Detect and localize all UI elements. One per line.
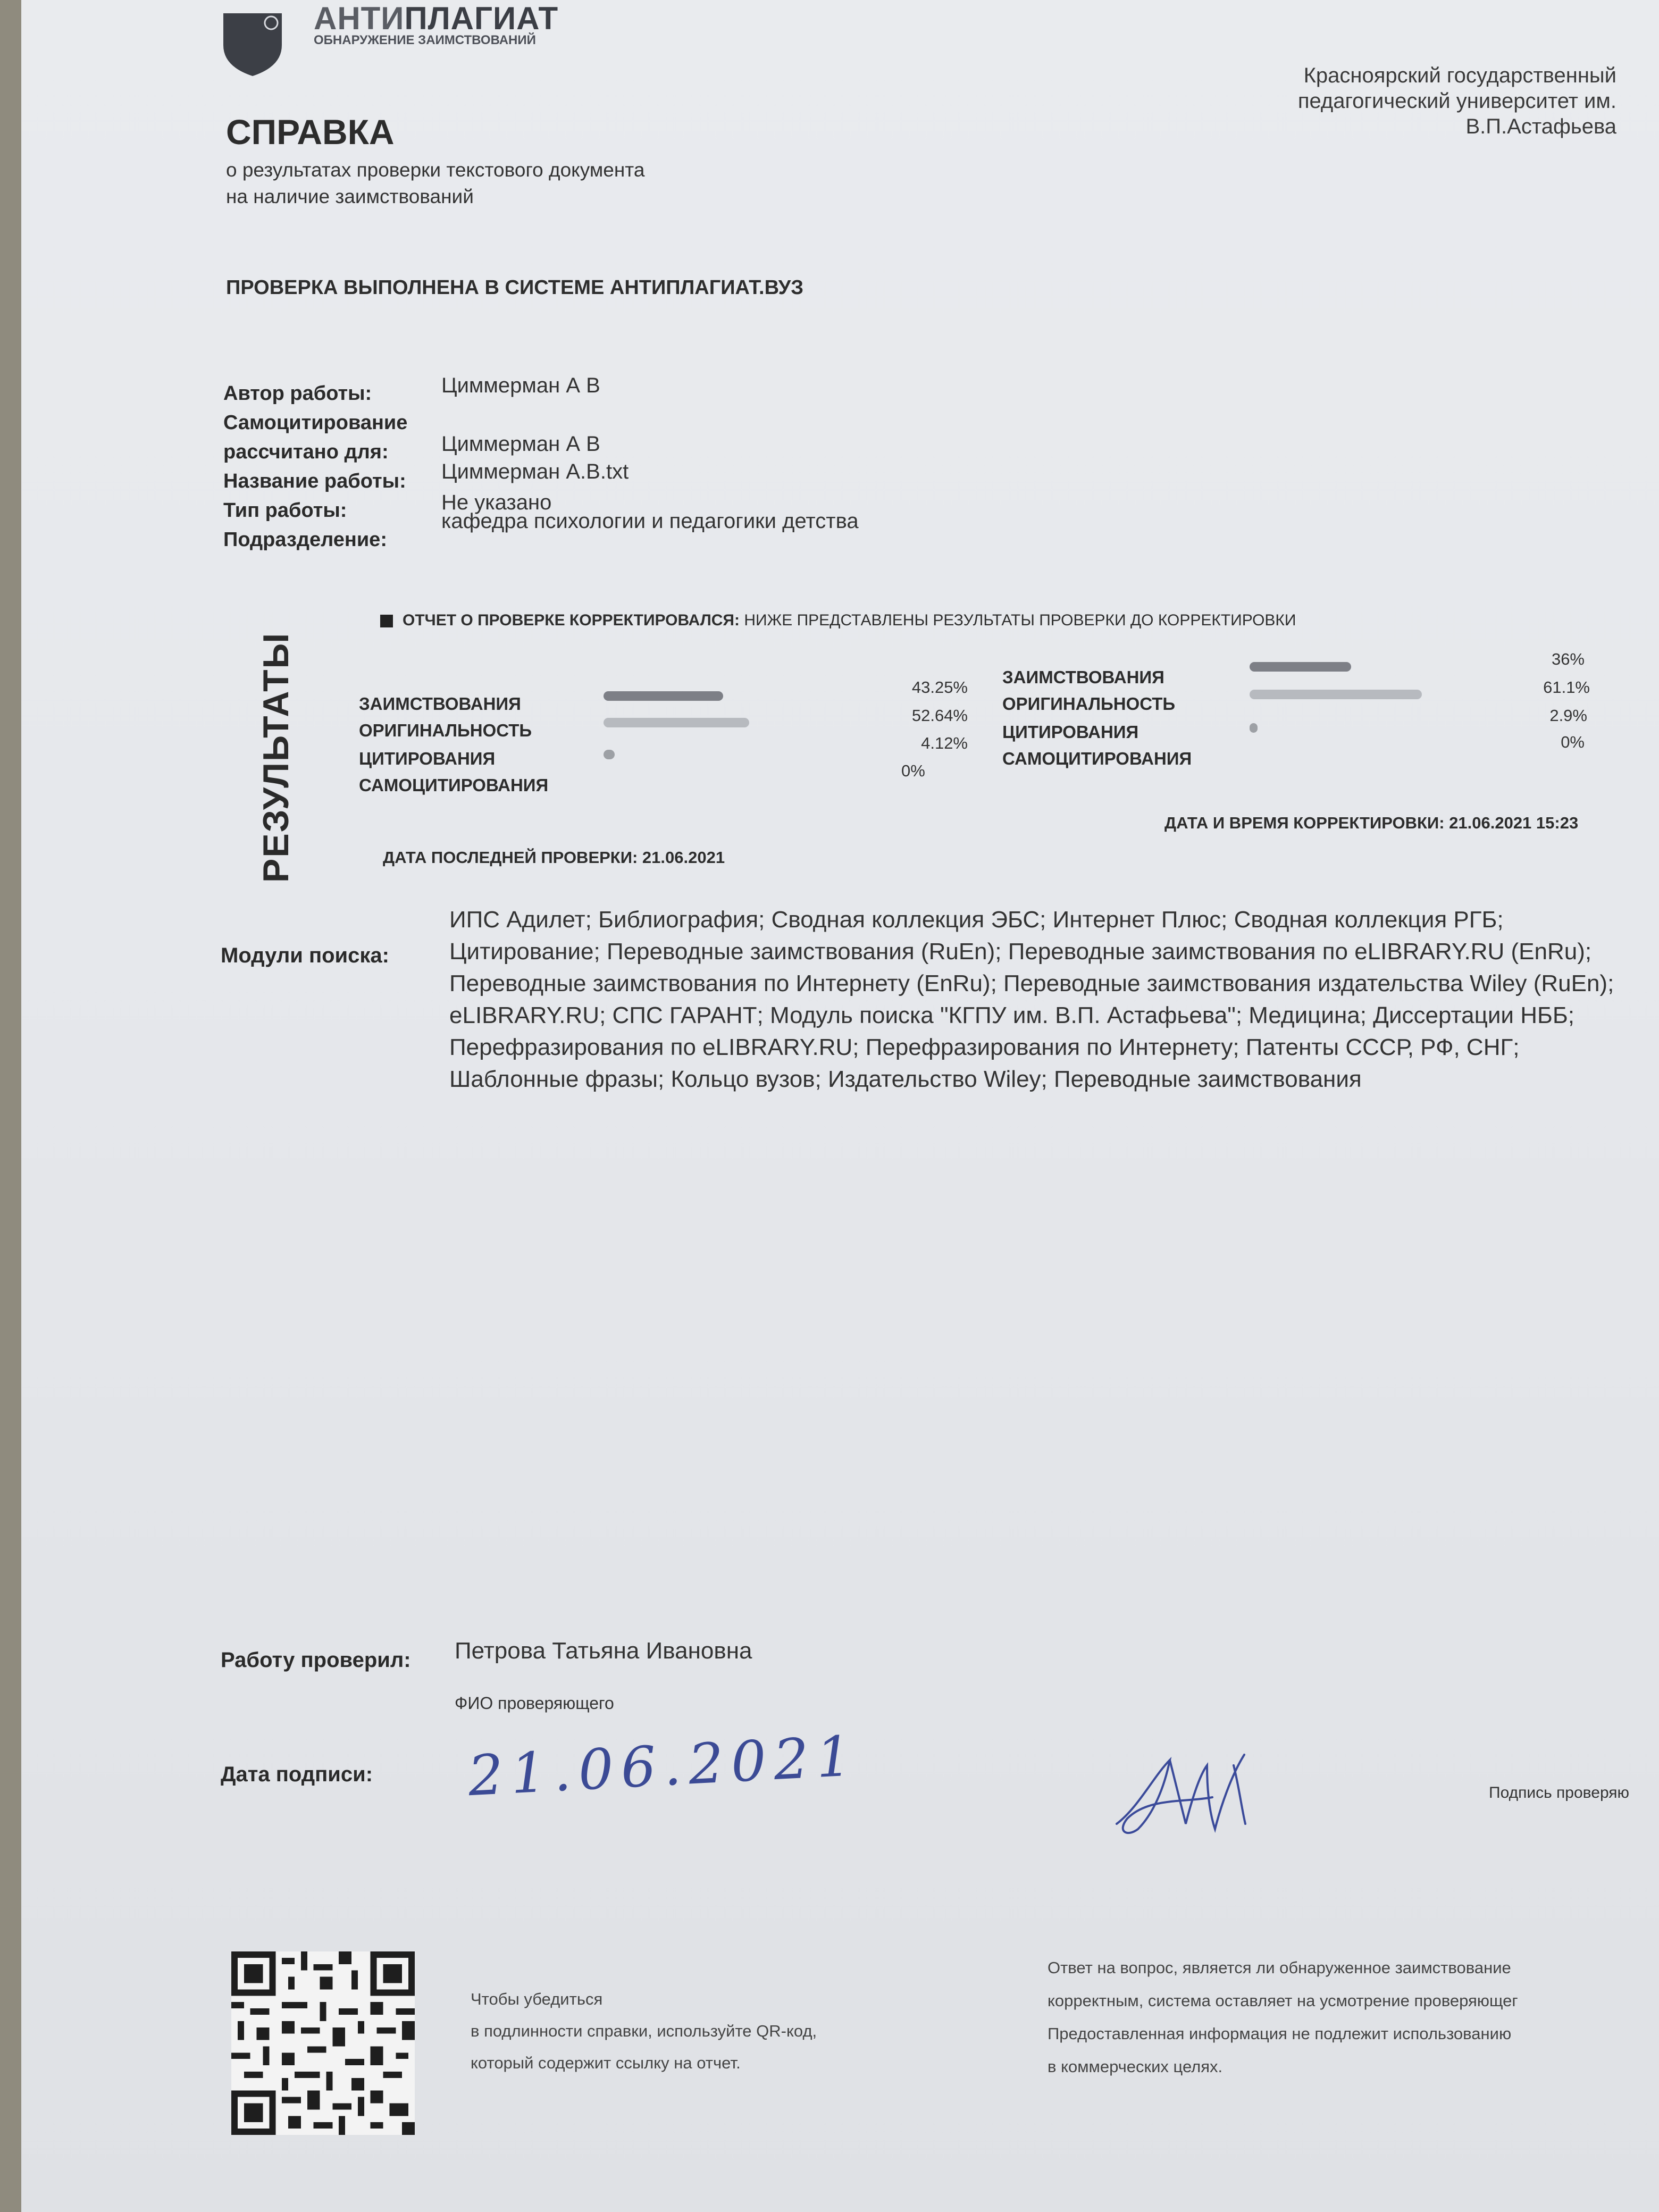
sign-date-label: Дата подписи: — [221, 1763, 373, 1786]
before-cite-value: 4.12% — [921, 734, 968, 752]
author-label: Автор работы: — [223, 382, 372, 405]
system-line: ПРОВЕРКА ВЫПОЛНЕНА В СИСТЕМЕ АНТИПЛАГИАТ.ВУЗ — [226, 276, 804, 299]
signature-icon — [1106, 1744, 1287, 1850]
before-orig-label: ОРИГИНАЛЬНОСТЬ — [359, 720, 532, 740]
document-title: СПРАВКА — [226, 112, 395, 152]
work-name-label: Название работы: — [223, 470, 406, 492]
after-orig-label: ОРИГИНАЛЬНОСТЬ — [1002, 694, 1176, 714]
after-borrow-bar — [1250, 662, 1351, 672]
after-cite-label: ЦИТИРОВАНИЯ — [1002, 722, 1139, 742]
before-cite-label: ЦИТИРОВАНИЯ — [359, 749, 496, 768]
before-orig-bar — [604, 718, 749, 727]
qr-instructions: Чтобы убедиться в подлинности справки, используйте QR-код, который содержит ссылку на отчет. — [471, 1990, 817, 2072]
after-cite-bar — [1250, 723, 1258, 733]
correction-date: ДАТА И ВРЕМЯ КОРРЕКТИРОВКИ: 21.06.2021 15:23 — [1164, 814, 1579, 832]
checked-by-name: Петрова Татьяна Ивановна — [455, 1638, 752, 1664]
department-value: кафедра психологии и педагогики детства — [441, 509, 859, 533]
work-type-label: Тип работы: — [223, 499, 347, 522]
checked-by-label: Работу проверил: — [221, 1648, 411, 1672]
document-subtitle: о результатах проверки текстового документа на наличие заимствований — [226, 159, 645, 207]
logo-subtitle: ОБНАРУЖЕНИЕ ЗАИМСТВОВАНИЙ — [314, 33, 536, 47]
before-self-value: 0% — [901, 761, 925, 780]
after-orig-value: 61.1% — [1543, 678, 1590, 697]
modules-label: Модули поиска: — [221, 944, 389, 967]
after-borrow-value: 36% — [1551, 650, 1585, 668]
disclaimer-text: Ответ на вопрос, является ли обнаруженное заимствование корректным, система оставляет на усмотрение проверяющег Предоставленная информация не подлежит использованию в коммерческих целях. — [1048, 1958, 1518, 2076]
after-borrow-label: ЗАИМСТВОВАНИЯ — [1002, 667, 1164, 687]
handwritten-date: 21.06.2021 — [466, 1723, 861, 1809]
document-page — [21, 0, 1659, 2212]
work-name-value: Циммерман А.В.txt — [441, 460, 629, 483]
antiplagiat-logo-icon — [213, 8, 292, 77]
fio-caption: ФИО проверяющего — [455, 1694, 614, 1713]
department-label: Подразделение: — [223, 529, 387, 551]
logo-title: АНТИПЛАГИАТ — [314, 1, 559, 36]
work-type-value: Не указано — [441, 491, 552, 514]
after-self-label: САМОЦИТИРОВАНИЯ — [1002, 749, 1192, 768]
last-check-date: ДАТА ПОСЛЕДНЕЙ ПРОВЕРКИ: 21.06.2021 — [383, 848, 725, 867]
qr-code-icon — [231, 1951, 415, 2135]
before-cite-bar — [604, 750, 615, 759]
university-name: Красноярский государственный педагогический университет им. В.П.Астафьева — [1297, 64, 1616, 138]
after-cite-value: 2.9% — [1549, 706, 1587, 725]
modules-list: ИПС Адилет; Библиография; Сводная коллекция ЭБС; Интернет Плюс; Сводная коллекция РГБ; Цитирование; Переводные заимствования (RuEn); Переводные заимствования по eLIBRARY.RU (EnRu); Переводные заимствования по Интернету (EnRu); Переводные заимствования издательства Wiley (RuEn); eLIBRARY.RU; СПС ГАРАНТ; Модуль поиска "КГПУ им. В.П. Астафьева"; Медицина; Диссертации НББ; Перефразирования по eLIBRARY.RU; Перефразирования по Интернету; Патенты СССР, РФ, СНГ; Шаблонные фразы; Кольцо вузов; Издательство Wiley; Переводные заимствования — [449, 907, 1614, 1092]
correction-note: ОТЧЕТ О ПРОВЕРКЕ КОРРЕКТИРОВАЛСЯ: НИЖЕ ПРЕДСТАВЛЕНЫ РЕЗУЛЬТАТЫ ПРОВЕРКИ ДО КОРРЕКТИРОВКИ — [380, 611, 1296, 630]
selfcite-label-2: рассчитано для: — [223, 441, 389, 463]
before-orig-value: 52.64% — [911, 706, 968, 725]
results-vertical-label: РЕЗУЛЬТАТЫ — [256, 632, 296, 883]
before-borrow-label: ЗАИМСТВОВАНИЯ — [359, 694, 521, 714]
author-value: Циммерман А В — [441, 374, 600, 397]
before-self-label: САМОЦИТИРОВАНИЯ — [359, 775, 549, 795]
after-orig-bar — [1250, 690, 1422, 699]
signature-caption: Подпись проверяю — [1489, 1784, 1630, 1802]
selfcite-label: Самоцитирование — [223, 412, 408, 434]
before-borrow-value: 43.25% — [911, 678, 968, 697]
after-self-value: 0% — [1561, 733, 1585, 751]
before-borrow-bar — [604, 691, 723, 701]
selfcite-value: Циммерман А В — [441, 432, 600, 456]
